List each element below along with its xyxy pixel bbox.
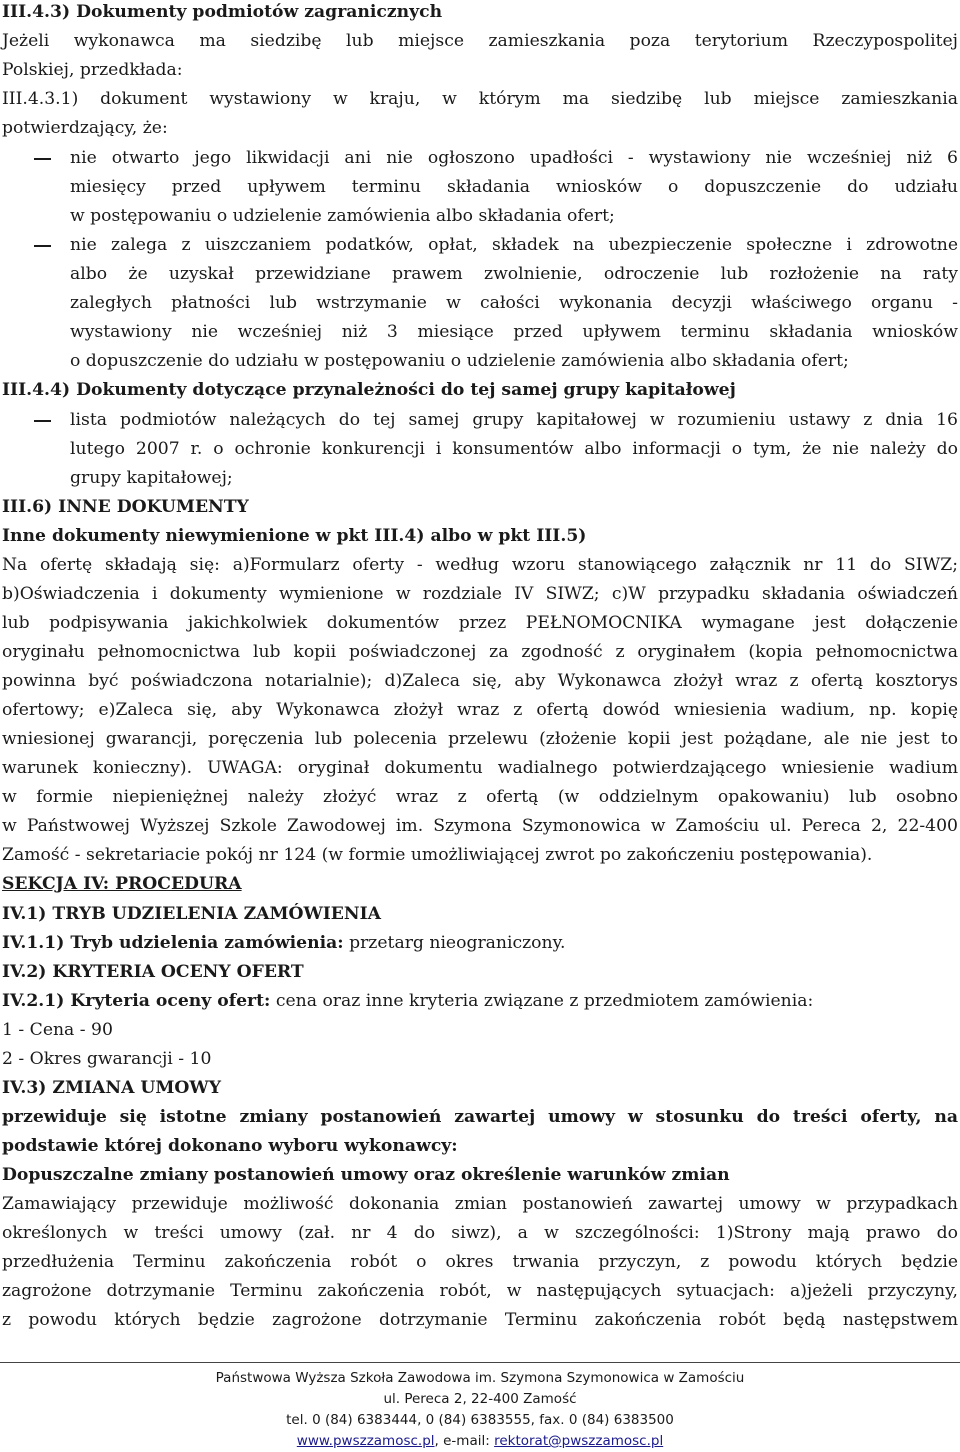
list-item-line: lutego 2007 r. o ochronie konkurencji i konsumentów albo informacji o tym, że nie należy do xyxy=(70,439,958,459)
paragraph-line: przewiduje się istotne zmiany postanowień zawartej umowy w stosunku do treści oferty, na xyxy=(2,1107,958,1127)
paragraph-line: potwierdzający, że: xyxy=(2,118,168,138)
email-prefix: , e-mail: xyxy=(434,1433,495,1449)
procedure-type-label: IV.1.1) Tryb udzielenia zamówienia: xyxy=(2,933,344,953)
footer-contact xyxy=(0,1430,960,1452)
criteria-label: IV.2.1) Kryteria oceny ofert: xyxy=(2,991,271,1011)
section-heading-iv-1: IV.1) TRYB UDZIELENIA ZAMÓWIENIA xyxy=(2,904,381,924)
criterion-item: 2 - Okres gwarancji - 10 xyxy=(2,1049,212,1069)
section-heading-iii-4-3: III.4.3) Dokumenty podmiotów zagranicznych xyxy=(2,2,443,22)
paragraph-line: w Państwowej Wyższej Szkole Zawodowej im. Szymona Szymonowica w Zamościu ul. Pereca 2, 22-400 xyxy=(2,816,958,836)
list-item-line: miesięcy przed upływem terminu składania wniosków o dopuszczenie do udziału xyxy=(70,177,958,197)
paragraph-line: z powodu których będzie zagrożone dotrzymanie Terminu zakończenia robót będą następstwem xyxy=(2,1310,958,1330)
footer-address: ul. Pereca 2, 22-400 Zamość xyxy=(383,1391,577,1407)
list-item-line: zaległych płatności lub wstrzymanie w całości wykonania decyzji właściwego organu - xyxy=(70,293,958,313)
paragraph-line: określonych w treści umowy (zał. nr 4 do siwz), a w szczególności: 1)Strony mają prawo do xyxy=(2,1223,958,1243)
paragraph-line: lub podpisywania jakichkolwiek dokumentów przez PEŁNOMOCNIKA wymagane jest dołączenie xyxy=(2,613,958,633)
paragraph-line: Zamawiający przewiduje możliwość dokonania zmian postanowień zawartej umowy w przypadkach xyxy=(2,1194,958,1214)
paragraph-line: b)Oświadczenia i dokumenty wymienione w rozdziale IV SIWZ; c)W przypadku składania oświadczeń xyxy=(2,584,958,604)
bullet-dash xyxy=(34,245,51,247)
paragraph-line: w formie niepieniężnej należy złożyć wraz z ofertą (w oddzielnym opakowaniu) lub osobno xyxy=(2,787,958,807)
section-heading-iii-4-4: III.4.4) Dokumenty dotyczące przynależności do tej samej grupy kapitałowej xyxy=(2,380,736,400)
section-heading-iv-2: IV.2) KRYTERIA OCENY OFERT xyxy=(2,962,304,982)
paragraph-line: Zamość - sekretariacie pokój nr 124 (w formie umożliwiającej zwrot po zakończeniu postępowania). xyxy=(2,845,873,865)
paragraph-line: powinna być poświadczona notarialnie); d)Zaleca się, aby Wykonawca złożył wraz z ofertą kosztorys xyxy=(2,671,958,691)
footer-institution: Państwowa Wyższa Szkoła Zawodowa im. Szymona Szymonowica w Zamościu xyxy=(215,1370,745,1386)
section-heading-iii-6: III.6) INNE DOKUMENTY xyxy=(2,497,249,517)
list-item-line: wystawiony nie wcześniej niż 3 miesiące przed upływem terminu składania wniosków xyxy=(70,322,958,342)
paragraph-line: Jeżeli wykonawca ma siedzibę lub miejsce zamieszkania poza terytorium Rzeczypospolitej xyxy=(2,31,958,51)
list-item-line: lista podmiotów należących do tej samej grupy kapitałowej w rozumieniu ustawy z dnia 16 xyxy=(70,410,958,430)
list-item-line: albo że uzyskał przewidziane prawem zwolnienie, odroczenie lub rozłożenie na raty xyxy=(70,264,958,284)
section-heading-iv-3: IV.3) ZMIANA UMOWY xyxy=(2,1078,221,1098)
paragraph-line: Polskiej, przedkłada: xyxy=(2,60,183,80)
paragraph-line: zagrożone dotrzymanie Terminu zakończenia robót, w następujących sytuacjach: a)jeżeli przyczyny, xyxy=(2,1281,958,1301)
list-item-line: nie otwarto jego likwidacji ani nie ogłoszono upadłości - wystawiony nie wcześniej niż 6 xyxy=(70,148,958,168)
footer-phone: tel. 0 (84) 6383444, 0 (84) 6383555, fax. 0 (84) 6383500 xyxy=(286,1412,674,1428)
procedure-type-line xyxy=(2,929,565,958)
bullet-dash xyxy=(34,420,51,422)
subheading-other-documents: Inne dokumenty niewymienione w pkt III.4) albo w pkt III.5) xyxy=(2,526,587,546)
list-item-line: grupy kapitałowej; xyxy=(70,468,233,488)
paragraph-line: Na ofertę składają się: a)Formularz oferty - według wzoru stanowiącego załącznik nr 11 do SIWZ; xyxy=(2,555,958,575)
list-item-line: o dopuszczenie do udziału w postępowaniu o udzielenie zamówienia albo składania ofert; xyxy=(70,351,849,371)
list-item-line: nie zalega z uiszczaniem podatków, opłat, składek na ubezpieczenie społeczne i zdrowotne xyxy=(70,235,958,255)
criterion-item: 1 - Cena - 90 xyxy=(2,1020,113,1040)
section-heading-sekcja-iv: SEKCJA IV: PROCEDURA xyxy=(2,874,242,894)
paragraph-line: przedłużenia Terminu zakończenia robót o okres trwania przyczyn, z powodu których będzie xyxy=(2,1252,958,1272)
email-link[interactable]: rektorat@pwszzamosc.pl xyxy=(494,1433,664,1449)
footer-divider xyxy=(0,1362,960,1363)
paragraph-line: warunek konieczny). UWAGA: oryginał dokumentu wadialnego potwierdzającego wniesienie wadium xyxy=(2,758,958,778)
criteria-value: cena oraz inne kryteria związane z przedmiotem zamówienia: xyxy=(270,991,814,1011)
paragraph-line: ofertowy; e)Zaleca się, aby Wykonawca złożył wraz z ofertą dowód wniesienia wadium, np. kopię xyxy=(2,700,958,720)
paragraph-line: podstawie której dokonano wyboru wykonawcy: xyxy=(2,1136,458,1156)
paragraph-line: III.4.3.1) dokument wystawiony w kraju, w którym ma siedzibę lub miejsce zamieszkania xyxy=(2,89,958,109)
website-link[interactable]: www.pwszzamosc.pl xyxy=(296,1433,435,1449)
procedure-type-value: przetarg nieograniczony. xyxy=(343,933,566,953)
paragraph-line: wniesionej gwarancji, poręczenia lub polecenia przelewu (złożenie kopii jest pożądane, ale nie jest to xyxy=(2,729,958,749)
criteria-line xyxy=(2,987,813,1016)
paragraph-line: oryginału pełnomocnictwa lub kopii poświadczonej za zgodność z oryginałem (kopia pełnomocnictwa xyxy=(2,642,958,662)
list-item-line: w postępowaniu o udzielenie zamówienia albo składania ofert; xyxy=(70,206,615,226)
bullet-dash xyxy=(34,158,51,160)
subheading-allowed-changes: Dopuszczalne zmiany postanowień umowy oraz określenie warunków zmian xyxy=(2,1165,730,1185)
